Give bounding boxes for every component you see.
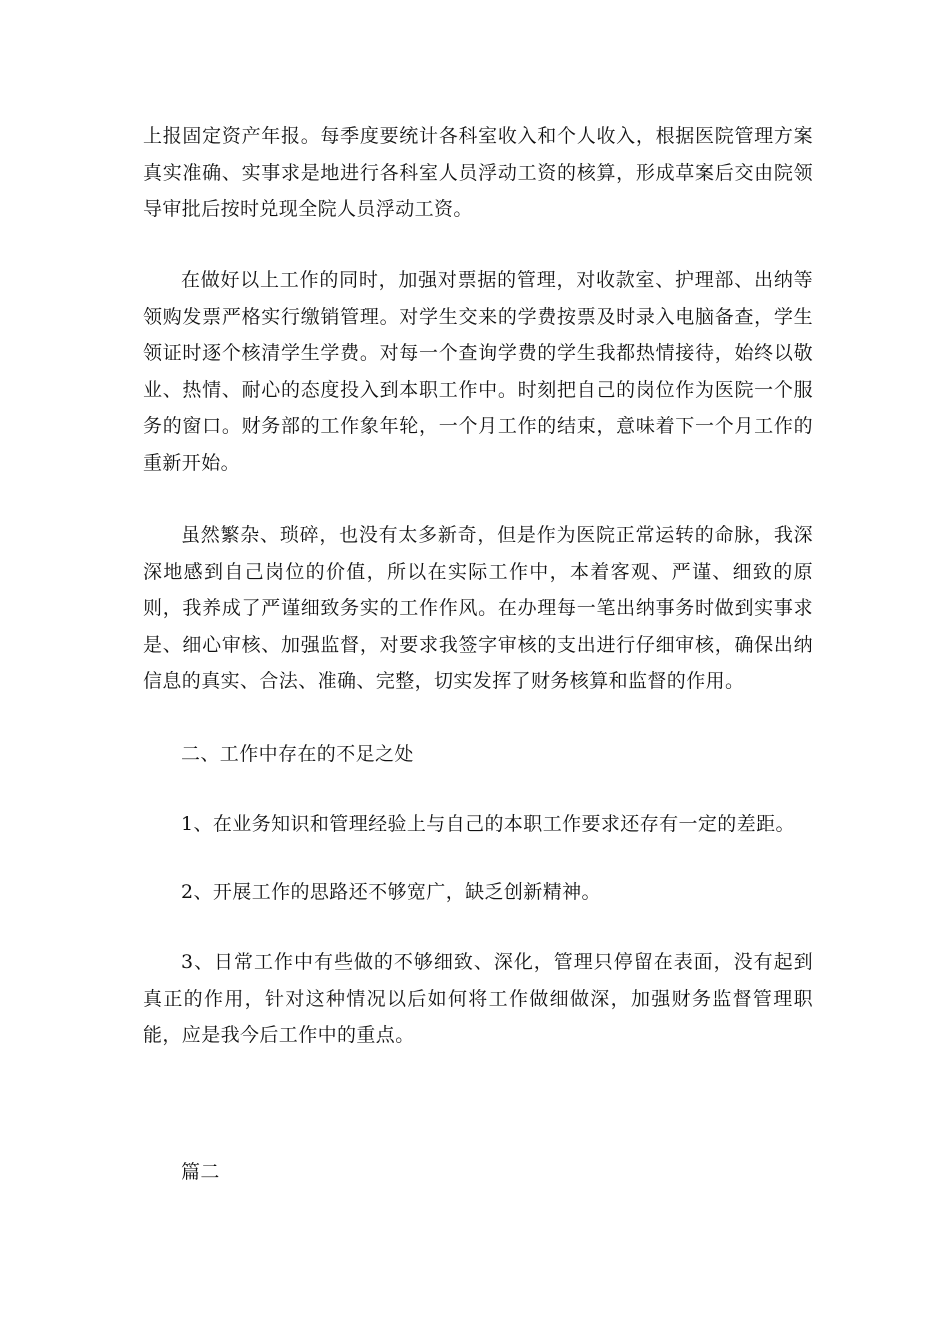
section-heading-shortcomings: 二、工作中存在的不足之处 [181, 743, 414, 765]
list-item-knowledge-gap: 1、在业务知识和管理经验上与自己的本职工作要求还存有一定的差距。 [181, 813, 795, 835]
list-item-lack-innovation: 2、开展工作的思路还不够宽广，缺乏创新精神。 [181, 881, 601, 903]
section-label-part-two: 篇二 [181, 1161, 220, 1183]
paragraph-invoice-management: 在做好以上工作的同时，加强对票据的管理，对收款室、护理部、出纳等领购发票严格实行缴销管理。对学生交来的学费按票及时录入电脑备查，学生领证时逐个核清学生学费。对每一个查询学费的学生我都热情接待，始终以敬业、热情、耐心的态度投入到本职工作中。时刻把自己的岗位作为医院一个服务的窗口。财务部的工作象年轮，一个月工作的结束，意味着下一个月工作的重新开始。 [143, 269, 813, 474]
paragraph-work-attitude: 虽然繁杂、琐碎，也没有太多新奇，但是作为医院正常运转的命脉，我深深地感到自己岗位的价值，所以在实际工作中，本着客观、严谨、细致的原则，我养成了严谨细致务实的工作作风。在办理每一笔出纳事务时做到实事求是、细心审核、加强监督，对要求我签字审核的支出进行仔细审核，确保出纳信息的真实、合法、准确、完整，切实发挥了财务核算和监督的作用。 [143, 524, 813, 692]
list-item-work-depth: 3、日常工作中有些做的不够细致、深化，管理只停留在表面，没有起到真正的作用，针对这种情况以后如何将工作做细做深，加强财务监督管理职能，应是我今后工作中的重点。 [143, 951, 813, 1046]
paragraph-fixed-assets-report: 上报固定资产年报。每季度要统计各科室收入和个人收入，根据医院管理方案真实准确、实事求是地进行各科室人员浮动工资的核算，形成草案后交由院领导审批后按时兑现全院人员浮动工资。 [143, 125, 813, 220]
